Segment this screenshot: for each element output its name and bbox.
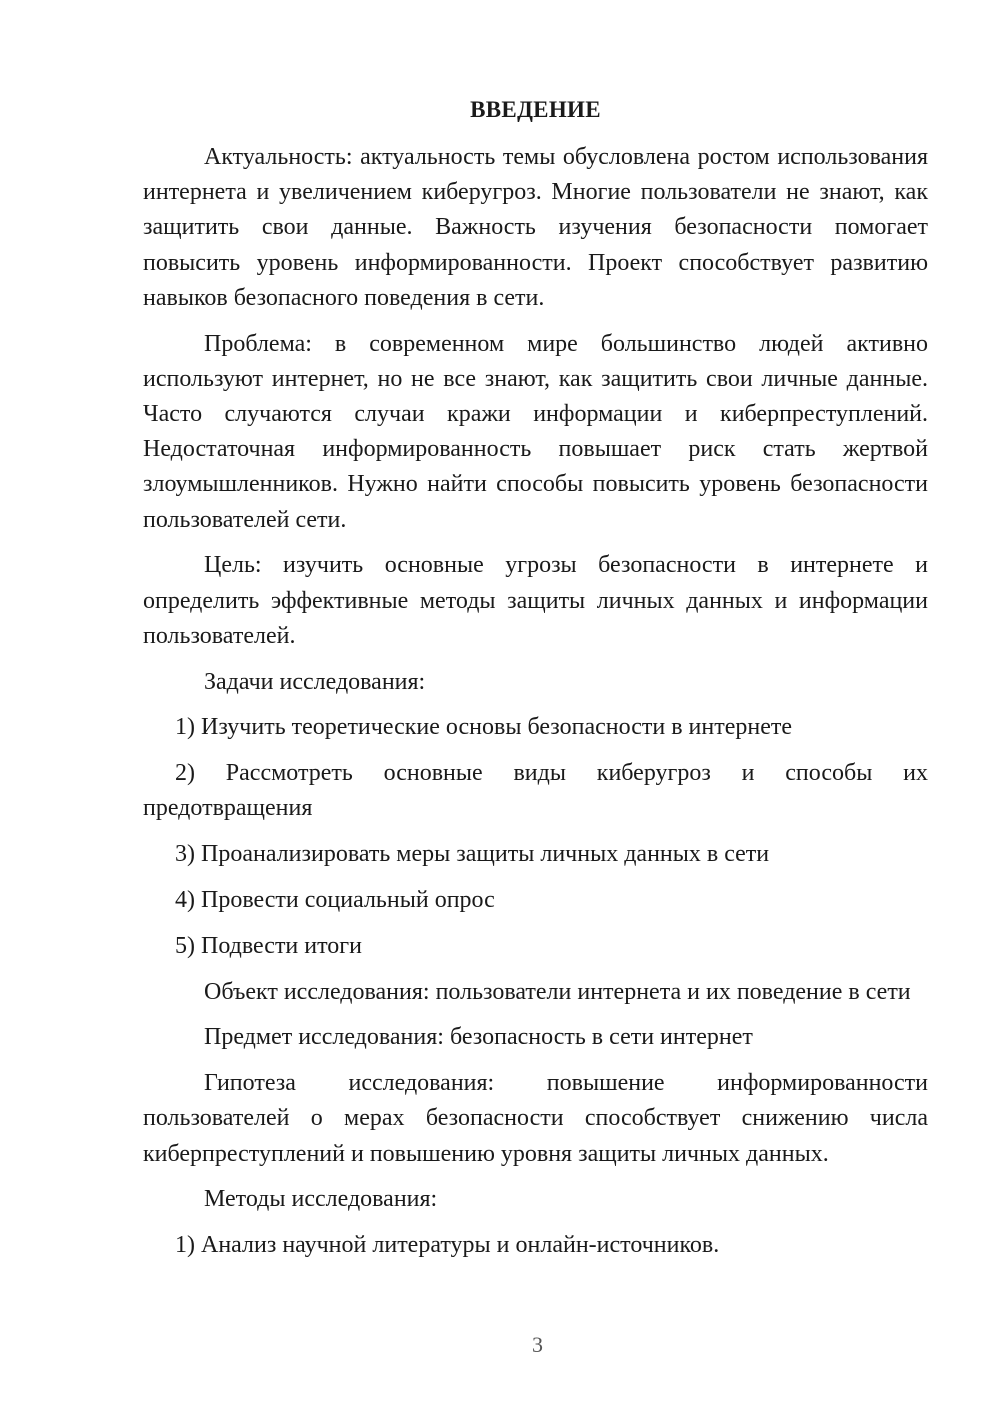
task-item: 2) Рассмотреть основные виды киберугроз и способы их предотвращения [143,760,928,822]
research-subject: Предмет исследования: безопасность в сети интернет [204,1024,753,1051]
page-number: 3 [532,1332,543,1357]
task-item: 5) Подвести итоги [175,932,362,959]
task-item: 1) Изучить теоретические основы безопасности в интернете [175,714,793,741]
relevance-paragraph: Актуальность: актуальность темы обусловлена ростом использования интернета и увеличением киберугроз. Многие пользователи не знают, как защитить свои данные. Важность изучения безопасности помогает повысить уровень информированности. Проект способствует развитию навыков безопасного поведения в сети. [143,144,928,311]
page-content [143,92,928,1274]
method-item: 1) Анализ научной литературы и онлайн-источников. [175,1232,720,1259]
research-hypothesis: Гипотеза исследования: повышение информированности пользователей о мерах безопасности способствует снижению числа киберпреступлений и повышению уровня защиты личных данных. [143,1070,928,1167]
problem-paragraph: Проблема: в современном мире большинство людей активно используют интернет, но не все знают, как защитить свои личные данные. Часто случаются случаи кражи информации и киберпреступлений. Недостаточная информированность повышает риск стать жертвой злоумышленников. Нужно найти способы повысить уровень безопасности пользователей сети. [143,330,928,533]
tasks-heading: Задачи исследования: [204,668,426,695]
methods-heading: Методы исследования: [204,1186,438,1213]
research-object: Объект исследования: пользователи интернета и их поведение в сети [204,978,911,1005]
page-title: ВВЕДЕНИЕ [470,97,601,122]
task-item: 4) Провести социальный опрос [175,887,495,914]
goal-paragraph: Цель: изучить основные угрозы безопасности в интернете и определить эффективные методы защиты личных данных и информации пользователей. [143,552,928,649]
task-item: 3) Проанализировать меры защиты личных данных в сети [175,841,770,868]
